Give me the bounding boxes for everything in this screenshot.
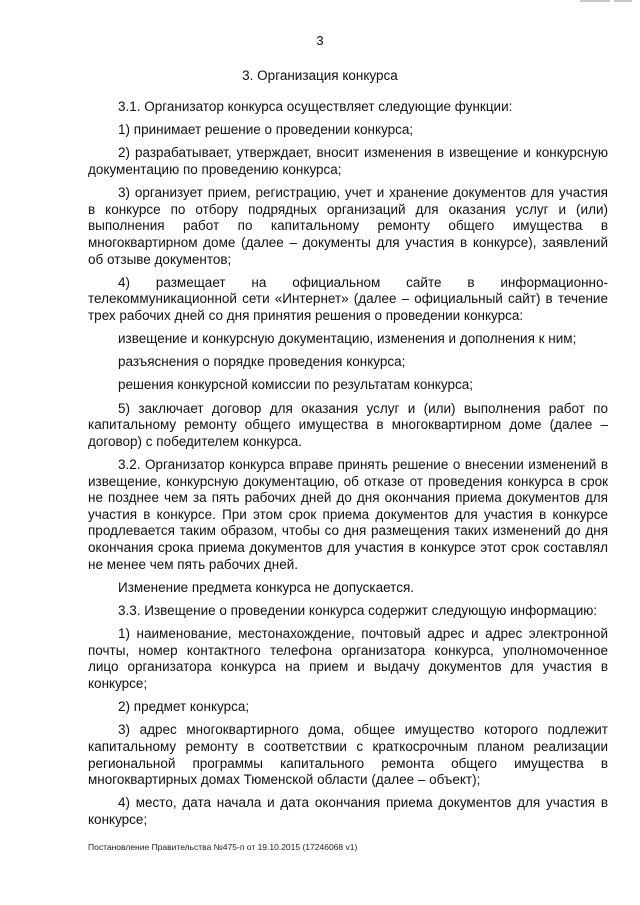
- paragraph-info-3: 3) адрес многоквартирного дома, общее имущество которого подлежит капитальному ремонту в соответствии с краткосрочным планом реализации региональной программы капитального ремонта общего имущества в многоквартирных домах Тюменской области (далее – объект);: [88, 722, 608, 788]
- paragraph-3-3: 3.3. Извещение о проведении конкурса содержит следующую информацию:: [118, 602, 598, 618]
- document-footer: Постановление Правительства №475-п от 19.10.2015 (17246068 v1): [88, 842, 358, 852]
- paragraph-3-1: 3.1. Организатор конкурса осуществляет следующие функции:: [118, 99, 513, 114]
- paragraph-subitem-explanations: разъяснения о порядке проведения конкурса;: [118, 354, 406, 370]
- paragraph-item-2: 2) разрабатывает, утверждает, вносит изменения в извещение и конкурсную документацию по проведению конкурса;: [88, 145, 608, 177]
- paragraph-subitem-notice: извещение и конкурсную документацию, изменения и дополнения к ним;: [118, 331, 577, 347]
- scan-corner-mark: [576, 0, 634, 4]
- paragraph-3-2: 3.2. Организатор конкурса вправе принять решение о внесении изменений в извещение, конкурсную документацию, об отказе от проведения конкурса в срок не позднее чем за пять рабочих дней до дня окончания приема документов для участия в конкурсе. При этом срок приема документов для участия в конкурсе продлевается таким образом, чтобы со дня размещения таких изменений до дня окончания срока приема документов для участия в конкурсе этот срок составлял не менее чем пять рабочих дней.: [88, 457, 608, 572]
- document-body: [88, 99, 608, 835]
- page-number: 3: [316, 33, 324, 48]
- paragraph-info-1: 1) наименование, местонахождение, почтовый адрес и адрес электронной почты, номер контактного телефона организатора конкурса, уполномоченное лицо организатора конкурса на прием и выдачу документов для участия в конкурсе;: [88, 626, 608, 691]
- paragraph-item-4: 4) размещает на официальном сайте в информационно-телекоммуникационной сети «Интернет» (далее – официальный сайт) в течение трех рабочих дней со дня принятия решения о проведении конкурса:: [88, 274, 608, 323]
- paragraph-info-2: 2) предмет конкурса;: [118, 699, 250, 715]
- paragraph-item-3: 3) организует прием, регистрацию, учет и хранение документов для участия в конкурсе по отбору подрядных организаций для оказания услуг и (или) выполнения работ по капитальному ремонту общего имущества в многоквартирном доме (далее – документы для участия в конкурсе), заявлений об отзыве документов;: [88, 185, 608, 267]
- paragraph-subject-change: Изменение предмета конкурса не допускается.: [118, 579, 415, 595]
- paragraph-item-1: 1) принимает решение о проведении конкурса;: [118, 122, 414, 138]
- section-title: 3. Организация конкурса: [242, 68, 398, 83]
- paragraph-subitem-decisions: решения конкурсной комиссии по результатам конкурса;: [118, 377, 473, 393]
- paragraph-info-4: 4) место, дата начала и дата окончания приема документов для участия в конкурсе;: [88, 795, 608, 827]
- paragraph-item-5: 5) заключает договор для оказания услуг и (или) выполнения работ по капитальному ремонту общего имущества в многоквартирном доме (далее – договор) с победителем конкурса.: [88, 400, 608, 449]
